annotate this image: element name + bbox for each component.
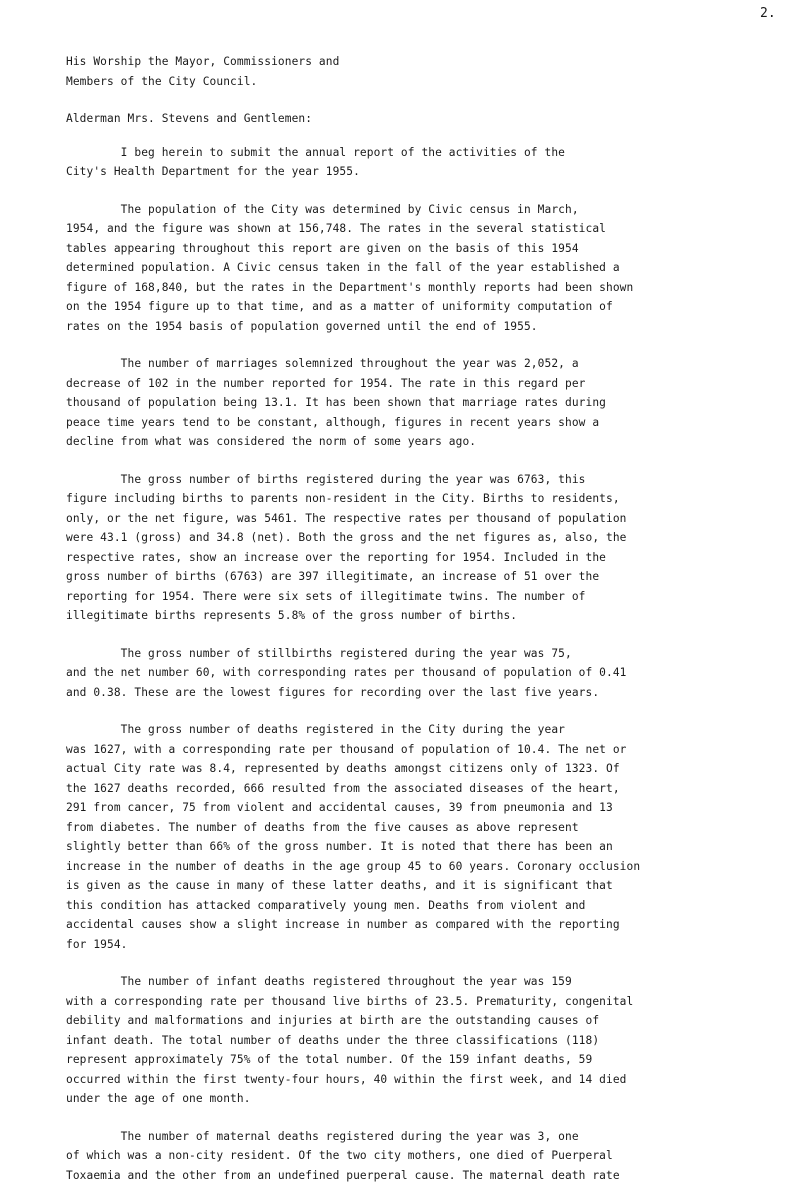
- text-line: 1954, and the figure was shown at 156,748. The rates in the several statistical: [66, 219, 784, 239]
- text-line: peace time years tend to be constant, although, figures in recent years show a: [66, 413, 784, 433]
- text-line: accidental causes show a slight increase in number as compared with the reporting: [66, 915, 784, 935]
- text-line: The population of the City was determined by Civic census in March,: [66, 200, 784, 220]
- text-line: 291 from cancer, 75 from violent and accidental causes, 39 from pneumonia and 13: [66, 798, 784, 818]
- address-block: [66, 52, 784, 91]
- text-line: Toxaemia and the other from an undefined puerperal cause. The maternal death rate: [66, 1166, 784, 1185]
- text-line: this condition has attacked comparatively young men. Deaths from violent and: [66, 896, 784, 916]
- text-line: decrease of 102 in the number reported for 1954. The rate in this regard per: [66, 374, 784, 394]
- paragraph-stillbirths: [66, 644, 784, 703]
- paragraph-births: [66, 470, 784, 626]
- text-line: rates on the 1954 basis of population governed until the end of 1955.: [66, 317, 784, 337]
- text-line: represent approximately 75% of the total number. Of the 159 infant deaths, 59: [66, 1050, 784, 1070]
- text-line: figure including births to parents non-resident in the City. Births to residents,: [66, 489, 784, 509]
- text-line: The number of marriages solemnized throughout the year was 2,052, a: [66, 354, 784, 374]
- text-line: The gross number of births registered during the year was 6763, this: [66, 470, 784, 490]
- text-line: The number of infant deaths registered throughout the year was 159: [66, 972, 784, 992]
- text-line: only, or the net figure, was 5461. The respective rates per thousand of population: [66, 509, 784, 529]
- address-line: Members of the City Council.: [66, 72, 784, 92]
- text-line: debility and malformations and injuries at birth are the outstanding causes of: [66, 1011, 784, 1031]
- text-line: increase in the number of deaths in the age group 45 to 60 years. Coronary occlusion: [66, 857, 784, 877]
- text-line: was 1627, with a corresponding rate per thousand of population of 10.4. The net or: [66, 740, 784, 760]
- text-line: I beg herein to submit the annual report of the activities of the: [66, 143, 784, 163]
- text-line: gross number of births (6763) are 397 illegitimate, an increase of 51 over the: [66, 567, 784, 587]
- text-line: and 0.38. These are the lowest figures for recording over the last five years.: [66, 683, 784, 703]
- text-line: figure of 168,840, but the rates in the Department's monthly reports had been shown: [66, 278, 784, 298]
- paragraph-population: [66, 200, 784, 337]
- text-line: from diabetes. The number of deaths from the five causes as above represent: [66, 818, 784, 838]
- text-line: slightly better than 66% of the gross number. It is noted that there has been an: [66, 837, 784, 857]
- text-line: the 1627 deaths recorded, 666 resulted from the associated diseases of the heart,: [66, 779, 784, 799]
- text-line: decline from what was considered the norm of some years ago.: [66, 432, 784, 452]
- text-line: were 43.1 (gross) and 34.8 (net). Both the gross and the net figures as, also, the: [66, 528, 784, 548]
- text-line: tables appearing throughout this report are given on the basis of this 1954: [66, 239, 784, 259]
- text-line: for 1954.: [66, 935, 784, 955]
- text-line: City's Health Department for the year 1955.: [66, 162, 784, 182]
- text-line: determined population. A Civic census taken in the fall of the year established a: [66, 258, 784, 278]
- text-line: under the age of one month.: [66, 1089, 784, 1109]
- paragraph-deaths: [66, 720, 784, 954]
- text-line: actual City rate was 8.4, represented by deaths amongst citizens only of 1323. Of: [66, 759, 784, 779]
- text-line: reporting for 1954. There were six sets of illegitimate twins. The number of: [66, 587, 784, 607]
- page-number: 2.: [760, 6, 776, 21]
- text-line: illegitimate births represents 5.8% of the gross number of births.: [66, 606, 784, 626]
- text-line: The gross number of stillbirths registered during the year was 75,: [66, 644, 784, 664]
- text-line: of which was a non-city resident. Of the two city mothers, one died of Puerperal: [66, 1146, 784, 1166]
- paragraph-intro: [66, 143, 784, 182]
- salutation: Alderman Mrs. Stevens and Gentlemen:: [66, 109, 784, 129]
- text-line: and the net number 60, with corresponding rates per thousand of population of 0.41: [66, 663, 784, 683]
- text-line: infant death. The total number of deaths under the three classifications (118): [66, 1031, 784, 1051]
- text-line: respective rates, show an increase over the reporting for 1954. Included in the: [66, 548, 784, 568]
- text-line: thousand of population being 13.1. It has been shown that marriage rates during: [66, 393, 784, 413]
- text-line: The gross number of deaths registered in the City during the year: [66, 720, 784, 740]
- address-line: His Worship the Mayor, Commissioners and: [66, 52, 784, 72]
- paragraph-infant-deaths: [66, 972, 784, 1109]
- text-line: is given as the cause in many of these latter deaths, and it is significant that: [66, 876, 784, 896]
- letter-body: [66, 52, 784, 1185]
- paragraph-maternal-deaths: [66, 1127, 784, 1185]
- text-line: occurred within the first twenty-four hours, 40 within the first week, and 14 died: [66, 1070, 784, 1090]
- text-line: The number of maternal deaths registered during the year was 3, one: [66, 1127, 784, 1147]
- paragraph-marriages: [66, 354, 784, 452]
- text-line: on the 1954 figure up to that time, and as a matter of uniformity computation of: [66, 297, 784, 317]
- text-line: with a corresponding rate per thousand live births of 23.5. Prematurity, congenital: [66, 992, 784, 1012]
